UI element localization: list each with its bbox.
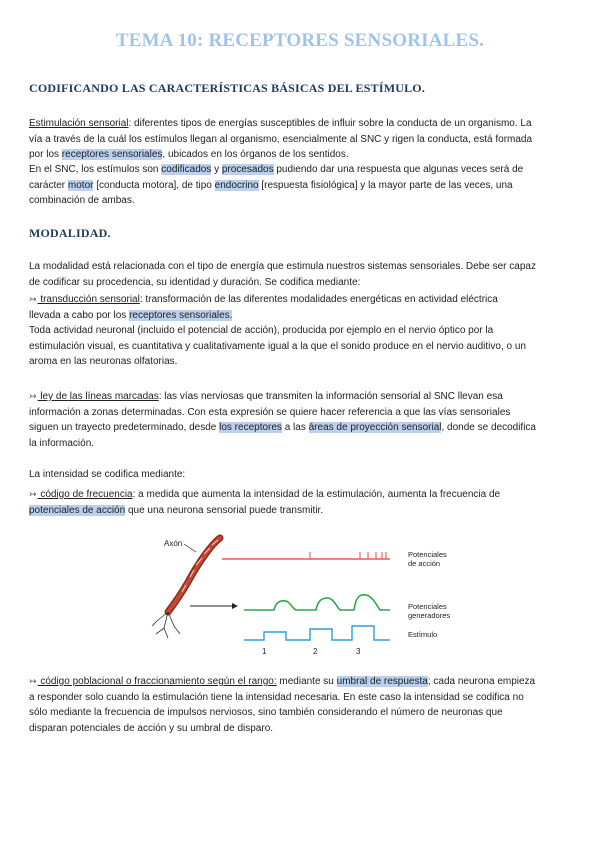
label-generator-potentials-2: generadores: [408, 611, 451, 620]
highlight-the-receptors: los receptores: [219, 422, 282, 433]
arrow-bullet-icon: ↣: [29, 294, 37, 304]
label-action-potentials-1: Potenciales: [408, 550, 447, 559]
stimulus-step-1: 1: [262, 647, 267, 656]
action-potential-spikes: [310, 552, 386, 559]
page-title: TEMA 10: RECEPTORES SENSORIALES.: [115, 30, 485, 51]
paragraph-intensity-intro: La intensidad se codifica mediante:: [29, 469, 186, 480]
highlight-sensory-receptors: receptores sensoriales: [61, 149, 163, 160]
paragraph-modality-intro: La modalidad está relacionada con el tipo de energía que estimula nuestros sistemas sensoriales. Debe ser capaz de codificar su procedencia, su identidad y duración. Se codifica mediante:: [29, 261, 536, 288]
arrow-bullet-icon: ↣: [29, 676, 37, 686]
input-arrow-head: [232, 603, 238, 609]
stimulus-step-2: 2: [313, 647, 318, 656]
arrow-bullet-icon: ↣: [29, 489, 37, 499]
highlight-projection-areas: áreas de proyección sensorial: [308, 422, 442, 433]
paragraph-transduction: ↣ transducción sensorial: transformación de las diferentes modalidades energéticas en actividad eléctrica llevada a cabo por los receptores sensoriales. Toda actividad neuronal (incluido el potencial de acción), producida por ejemplo en el nervio óptico por la estimulación visual, es cuantitativa y cualitativamente igual a la que el sonido produce en el nervio auditivo, o un aroma en las neuronas olfatorias.: [29, 294, 526, 367]
label-stimulus: Estímulo: [408, 630, 438, 639]
paragraph-frequency-code: ↣ código de frecuencia: a medida que aumenta la intensidad de la estimulación, aumenta la frecuencia de potenciales de acción que una neurona sensorial puede transmitir.: [29, 489, 501, 516]
term-frequency-code: código de frecuencia: [37, 489, 133, 500]
paragraph-stimulation: Estimulación sensorial: diferentes tipos de energías susceptibles de influir sobre la conducta de un organismo. La vía a través de la cuál los estímulos llegan al organismo, esencialmente al SNC y rigen la conducta, está formada por los receptores sensoriales, ubicados en los órganos de los sentidos.: [29, 118, 533, 160]
term-sensory-stimulation: Estimulación sensorial: [29, 118, 129, 129]
axon-label-pointer: [184, 544, 196, 552]
label-generator-potentials-1: Potenciales: [408, 602, 447, 611]
arrow-bullet-icon: ↣: [29, 391, 37, 401]
stimulus-step-3: 3: [356, 647, 361, 656]
section-heading-coding: CODIFICANDO LAS CARACTERÍSTICAS BÁSICAS DEL ESTÍMULO.: [29, 81, 426, 95]
stimulus-trace: [244, 626, 390, 640]
highlight-endocrine: endocrino: [214, 179, 259, 191]
generator-potentials-trace: [244, 595, 390, 610]
section-heading-modality: MODALIDAD.: [29, 226, 111, 240]
paragraph-population-code: ↣ código poblacional o fraccionamiento según el rango: mediante su umbral de respuesta; cada neurona empieza a responder solo cuando la estimulación tiene la intensidad necesaria. En este caso la intensidad se codifica no sólo mediante la frecuencia de impulsos nerviosos, sino también considerando el número de neuronas que disparan potenciales de acción y su umbral de disparo.: [29, 676, 536, 734]
neuron-frequency-figure: [150, 530, 470, 665]
paragraph-labeled-lines: ↣ ley de las líneas marcadas: las vías nerviosas que transmiten la información sensorial al SNC llevan esa información a zonas determinadas. Con esta expresión se quiere hacer referencia a que las vías sensoriales siguen un trayecto predeterminado, desde los receptores a las áreas de proyección sensorial, donde se decodifica la información.: [29, 391, 536, 449]
axon-drawing: [152, 538, 220, 638]
label-action-potentials-2: de acción: [408, 559, 441, 568]
term-labeled-lines: ley de las líneas marcadas: [37, 391, 159, 402]
highlight-action-potentials: potenciales de acción: [29, 504, 126, 516]
term-transduction: transducción sensorial: [37, 294, 140, 305]
paragraph-snc: En el SNC, los estímulos son codificados y procesados pudiendo dar una respuesta que algunas veces será de carácter motor [conducta motora], de tipo endocrino [respuesta fisiológica] y la mayor parte de las veces, una combinación de ambas.: [29, 164, 524, 206]
highlight-receptors: receptores sensoriales.: [129, 309, 233, 321]
term-population-code: código poblacional o fraccionamiento según el rango:: [37, 676, 277, 687]
highlight-coded: codificados: [161, 164, 212, 175]
highlight-processed: procesados: [221, 164, 274, 175]
highlight-response-threshold: umbral de respuesta: [336, 676, 428, 687]
highlight-motor: motor: [67, 179, 94, 191]
axon-label: Axón: [164, 539, 183, 548]
